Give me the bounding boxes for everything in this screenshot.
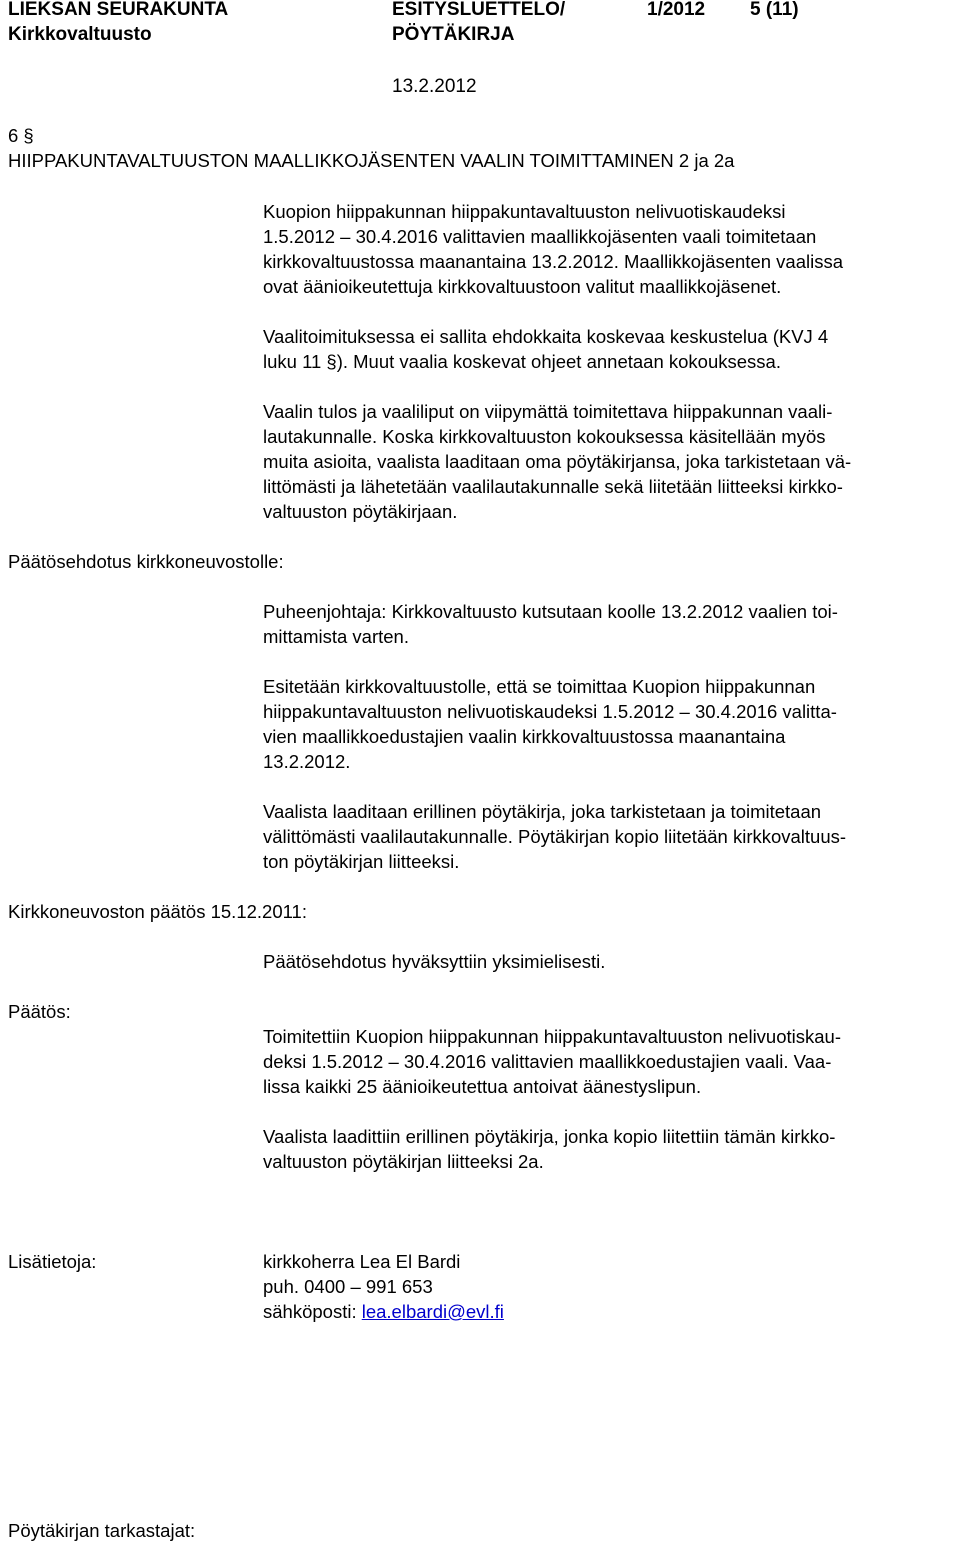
paragraph-minutes: Vaalista laaditaan erillinen pöytäkirja, joka tarkistetaan ja toimitetaan välittömästi vaalilautakunnalle. Pöytäkirjan kopio liitetään kirkkovaltuus- ton pöytäkirjan liitteeksi. [263, 801, 847, 872]
email-link[interactable]: lea.elbardi@evl.fi [361, 1301, 504, 1322]
paragraph-rules: Vaalitoimituksessa ei sallita ehdokkaita koskevaa keskustelua (KVJ 4 luku 11 §). Muut vaalia koskevat ohjeet annetaan kokouksessa. [263, 326, 829, 372]
organ-name: Kirkkovaltuusto [8, 24, 152, 45]
minutes-checkers-label: Pöytäkirjan tarkastajat: [8, 1520, 196, 1541]
paragraph-results: Vaalin tulos ja vaaliliput on viipymättä toimitettava hiippakunnan vaali- lautakunnalle. Koska kirkkovaltuuston kokouksessa käsitellään myös muita asioita, vaalista laaditaan oma pöytäkirjansa, joka tarkistetaan vä- littömästi ja lähetetään vaalilautakunnalle sekä liitetään liitteeksi kirkko- valtuuston pöytäkirjaan. [263, 401, 852, 522]
contact-name: kirkkoherra Lea El Bardi [263, 1251, 461, 1272]
info-label: Lisätietoja: [8, 1251, 97, 1272]
paragraph-intro: Kuopion hiippakunnan hiippakuntavaltuuston nelivuotiskaudeksi 1.5.2012 – 30.4.2016 valittavien maallikkojäsenten vaali toimitetaan kirkkovaltuustossa maanantaina 13.2.2012. Maallikkojäsenten vaalissa ovat äänioikeutettuja kirkkovaltuustoon valitut maallikkojäsenet. [263, 201, 844, 297]
board-decision-label: Kirkkoneuvoston päätös 15.12.2011: [8, 901, 307, 922]
paragraph-chair: Puheenjohtaja: Kirkkovaltuusto kutsutaan koolle 13.2.2012 vaalien toi- mittamista varten. [263, 601, 838, 647]
meeting-date: 13.2.2012 [392, 76, 477, 97]
contact-block [263, 1249, 953, 1324]
document-type: ESITYSLUETTELO/ [392, 0, 566, 20]
paragraph-board-decision: Päätösehdotus hyväksyttiin yksimielisesti. [263, 951, 606, 972]
proposal-label: Päätösehdotus kirkkoneuvostolle: [8, 551, 284, 572]
paragraph-proposal: Esitetään kirkkovaltuustolle, että se toimittaa Kuopion hiippakunnan hiippakuntavaltuuston nelivuotiskaudeksi 1.5.2012 – 30.4.2016 valitta- vien maallikkoedustajien vaalin kirkkovaltuustossa maanantaina 13.2.2012. [263, 676, 837, 772]
document-type-2: PÖYTÄKIRJA [392, 24, 515, 45]
contact-phone: puh. 0400 – 991 653 [263, 1276, 433, 1297]
contact-email-line: sähköposti: lea.elbardi@evl.fi [263, 1301, 504, 1322]
decision-label: Päätös: [8, 1001, 71, 1022]
section-title: HIIPPAKUNTAVALTUUSTON MAALLIKKOJÄSENTEN VAALIN TOIMITTAMINEN 2 ja 2a [8, 150, 735, 171]
organization-name: LIEKSAN SEURAKUNTA [8, 0, 229, 20]
paragraph-decision-minutes: Vaalista laadittiin erillinen pöytäkirja, jonka kopio liitettiin tämän kirkko- valtuuston pöytäkirjan liitteeksi 2a. [263, 1126, 836, 1172]
paragraph-decision: Toimitettiin Kuopion hiippakunnan hiippakuntavaltuuston nelivuotiskau- deksi 1.5.2012 – 30.4.2016 valittavien maallikkoedustajien vaali. Vaa- lissa kaikki 25 äänioikeutettua antoivat äänestyslipun. [263, 1026, 841, 1097]
section-number: 6 § [8, 125, 34, 146]
document-number: 1/2012 [647, 0, 706, 20]
page-number: 5 (11) [750, 0, 799, 20]
